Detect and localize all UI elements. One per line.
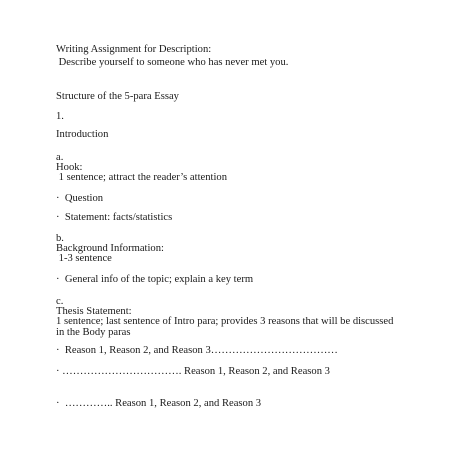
thesis-bullet-1: · Reason 1, Reason 2, and Reason 3……………………………… [56,345,338,356]
thesis-letter: c. [56,296,64,307]
section-number: 1. [56,111,64,122]
background-description: 1-3 sentence [56,253,112,264]
background-letter: b. [56,233,64,244]
hook-description: 1 sentence; attract the reader’s attention [56,172,227,183]
section-title: Introduction [56,129,109,140]
structure-heading: Structure of the 5-para Essay [56,91,179,102]
thesis-bullet-3: · ………….. Reason 1, Reason 2, and Reason 3 [56,398,262,409]
thesis-bullet-2: · ……………………………. Reason 1, Reason 2, and Reason 3 [56,366,330,377]
hook-bullet-statement: · Statement: facts/statistics [56,212,173,223]
background-bullet-general: · General info of the topic; explain a key term [56,274,254,285]
hook-letter: a. [56,152,64,163]
assignment-prompt: Describe yourself to someone who has never met you. [56,57,289,68]
background-label: Background Information: [56,243,164,254]
thesis-description: 1 sentence; last sentence of Intro para; provides 3 reasons that will be discussed in the Body paras [56,316,394,338]
hook-bullet-question: · Question [56,193,104,204]
assignment-title: Writing Assignment for Description: [56,44,212,55]
hook-label: Hook: [56,162,83,173]
thesis-label: Thesis Statement: [56,306,132,317]
